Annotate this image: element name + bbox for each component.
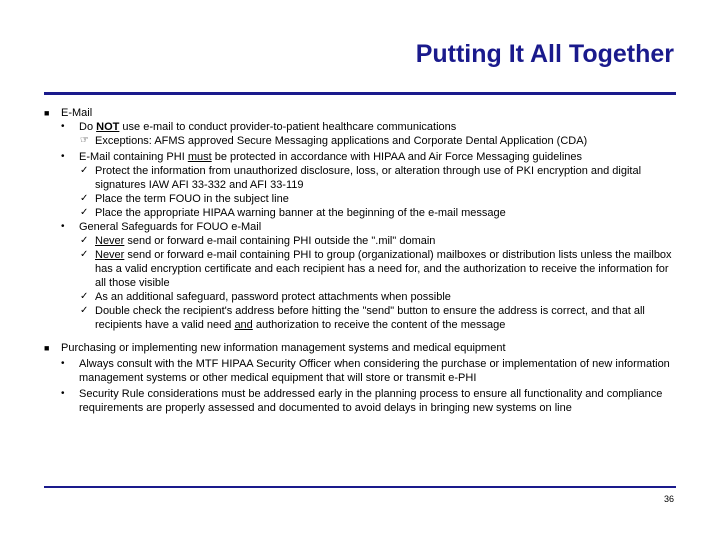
dot-bullet-icon: • <box>61 121 65 132</box>
checkmark-icon: ✓ <box>80 305 89 316</box>
dot-bullet-icon: • <box>61 151 65 162</box>
list-item: • E-Mail containing PHI must be protected in accordance with HIPAA and Air Force Messaging guidelines <box>61 151 583 163</box>
emphasis-never: Never <box>95 249 125 261</box>
emphasis-must: must <box>187 151 212 163</box>
pointing-hand-icon: ☞ <box>80 135 89 146</box>
footer-divider <box>44 486 676 488</box>
list-item: ☞ Exceptions: AFMS approved Secure Messaging applications and Corporate Dental Application (CDA) <box>80 135 588 147</box>
slide-title: Putting It All Together <box>415 40 674 68</box>
list-item: • General Safeguards for FOUO e-Mail <box>61 221 262 233</box>
purchasing-section-label: Purchasing or implementing new information management systems and medical equipment <box>61 342 506 354</box>
email-section-label: E-Mail <box>61 107 93 119</box>
list-item: • Always consult with the MTF HIPAA Security Officer when considering the purchase or implementation of new information management systems or other medical equipment that will store or transmit e-PHI <box>61 358 670 384</box>
checkmark-icon: ✓ <box>80 207 89 218</box>
list-item: ✓ Place the term FOUO in the subject line <box>80 193 289 205</box>
dot-bullet-icon: • <box>61 388 65 399</box>
list-item: ✓ Protect the information from unauthorized disclosure, loss, or alteration through use of PKI encryption and digital signatures IAW AFI 33-332 and AFI 33-119 <box>80 165 642 191</box>
list-item: ✓ Double check the recipient's address before hitting the "send" button to ensure the address is correct, and that all recipients have a valid need and authorization to receive the content of the message <box>80 305 645 331</box>
email-section <box>44 106 676 120</box>
dot-bullet-icon: • <box>61 221 65 232</box>
emphasis-never: Never <box>95 235 125 247</box>
checkmark-icon: ✓ <box>80 235 89 246</box>
purchasing-section <box>44 341 676 355</box>
list-item: • Security Rule considerations must be addressed early in the planning process to ensure all functionality and compliance requirements are properly assessed and documented to avoid delays in bringing new systems on line <box>61 388 663 414</box>
slide-body <box>44 106 676 415</box>
list-item: ✓ Never send or forward e-mail containing PHI to group (organizational) mailboxes or distribution lists unless the mailbox has a valid encryption certificate and each recipient has a need for, and the authorization to receive the information for all those visible <box>80 249 672 289</box>
emphasis-and: and <box>234 319 253 331</box>
checkmark-icon: ✓ <box>80 193 89 204</box>
square-bullet-icon: ■ <box>44 343 50 353</box>
list-item: ✓ Never send or forward e-mail containing PHI outside the ".mil" domain <box>80 235 436 247</box>
dot-bullet-icon: • <box>61 358 65 369</box>
list-item: • Do NOT use e-mail to conduct provider-to-patient healthcare communications <box>61 121 457 133</box>
checkmark-icon: ✓ <box>80 291 89 302</box>
emphasis-not: NOT <box>96 121 120 133</box>
square-bullet-icon: ■ <box>44 108 50 118</box>
title-divider <box>44 92 676 95</box>
checkmark-icon: ✓ <box>80 249 89 260</box>
checkmark-icon: ✓ <box>80 165 89 176</box>
page-number: 36 <box>663 494 674 504</box>
list-item: ✓ Place the appropriate HIPAA warning banner at the beginning of the e-mail message <box>80 207 506 219</box>
list-item: ✓ As an additional safeguard, password protect attachments when possible <box>80 291 451 303</box>
